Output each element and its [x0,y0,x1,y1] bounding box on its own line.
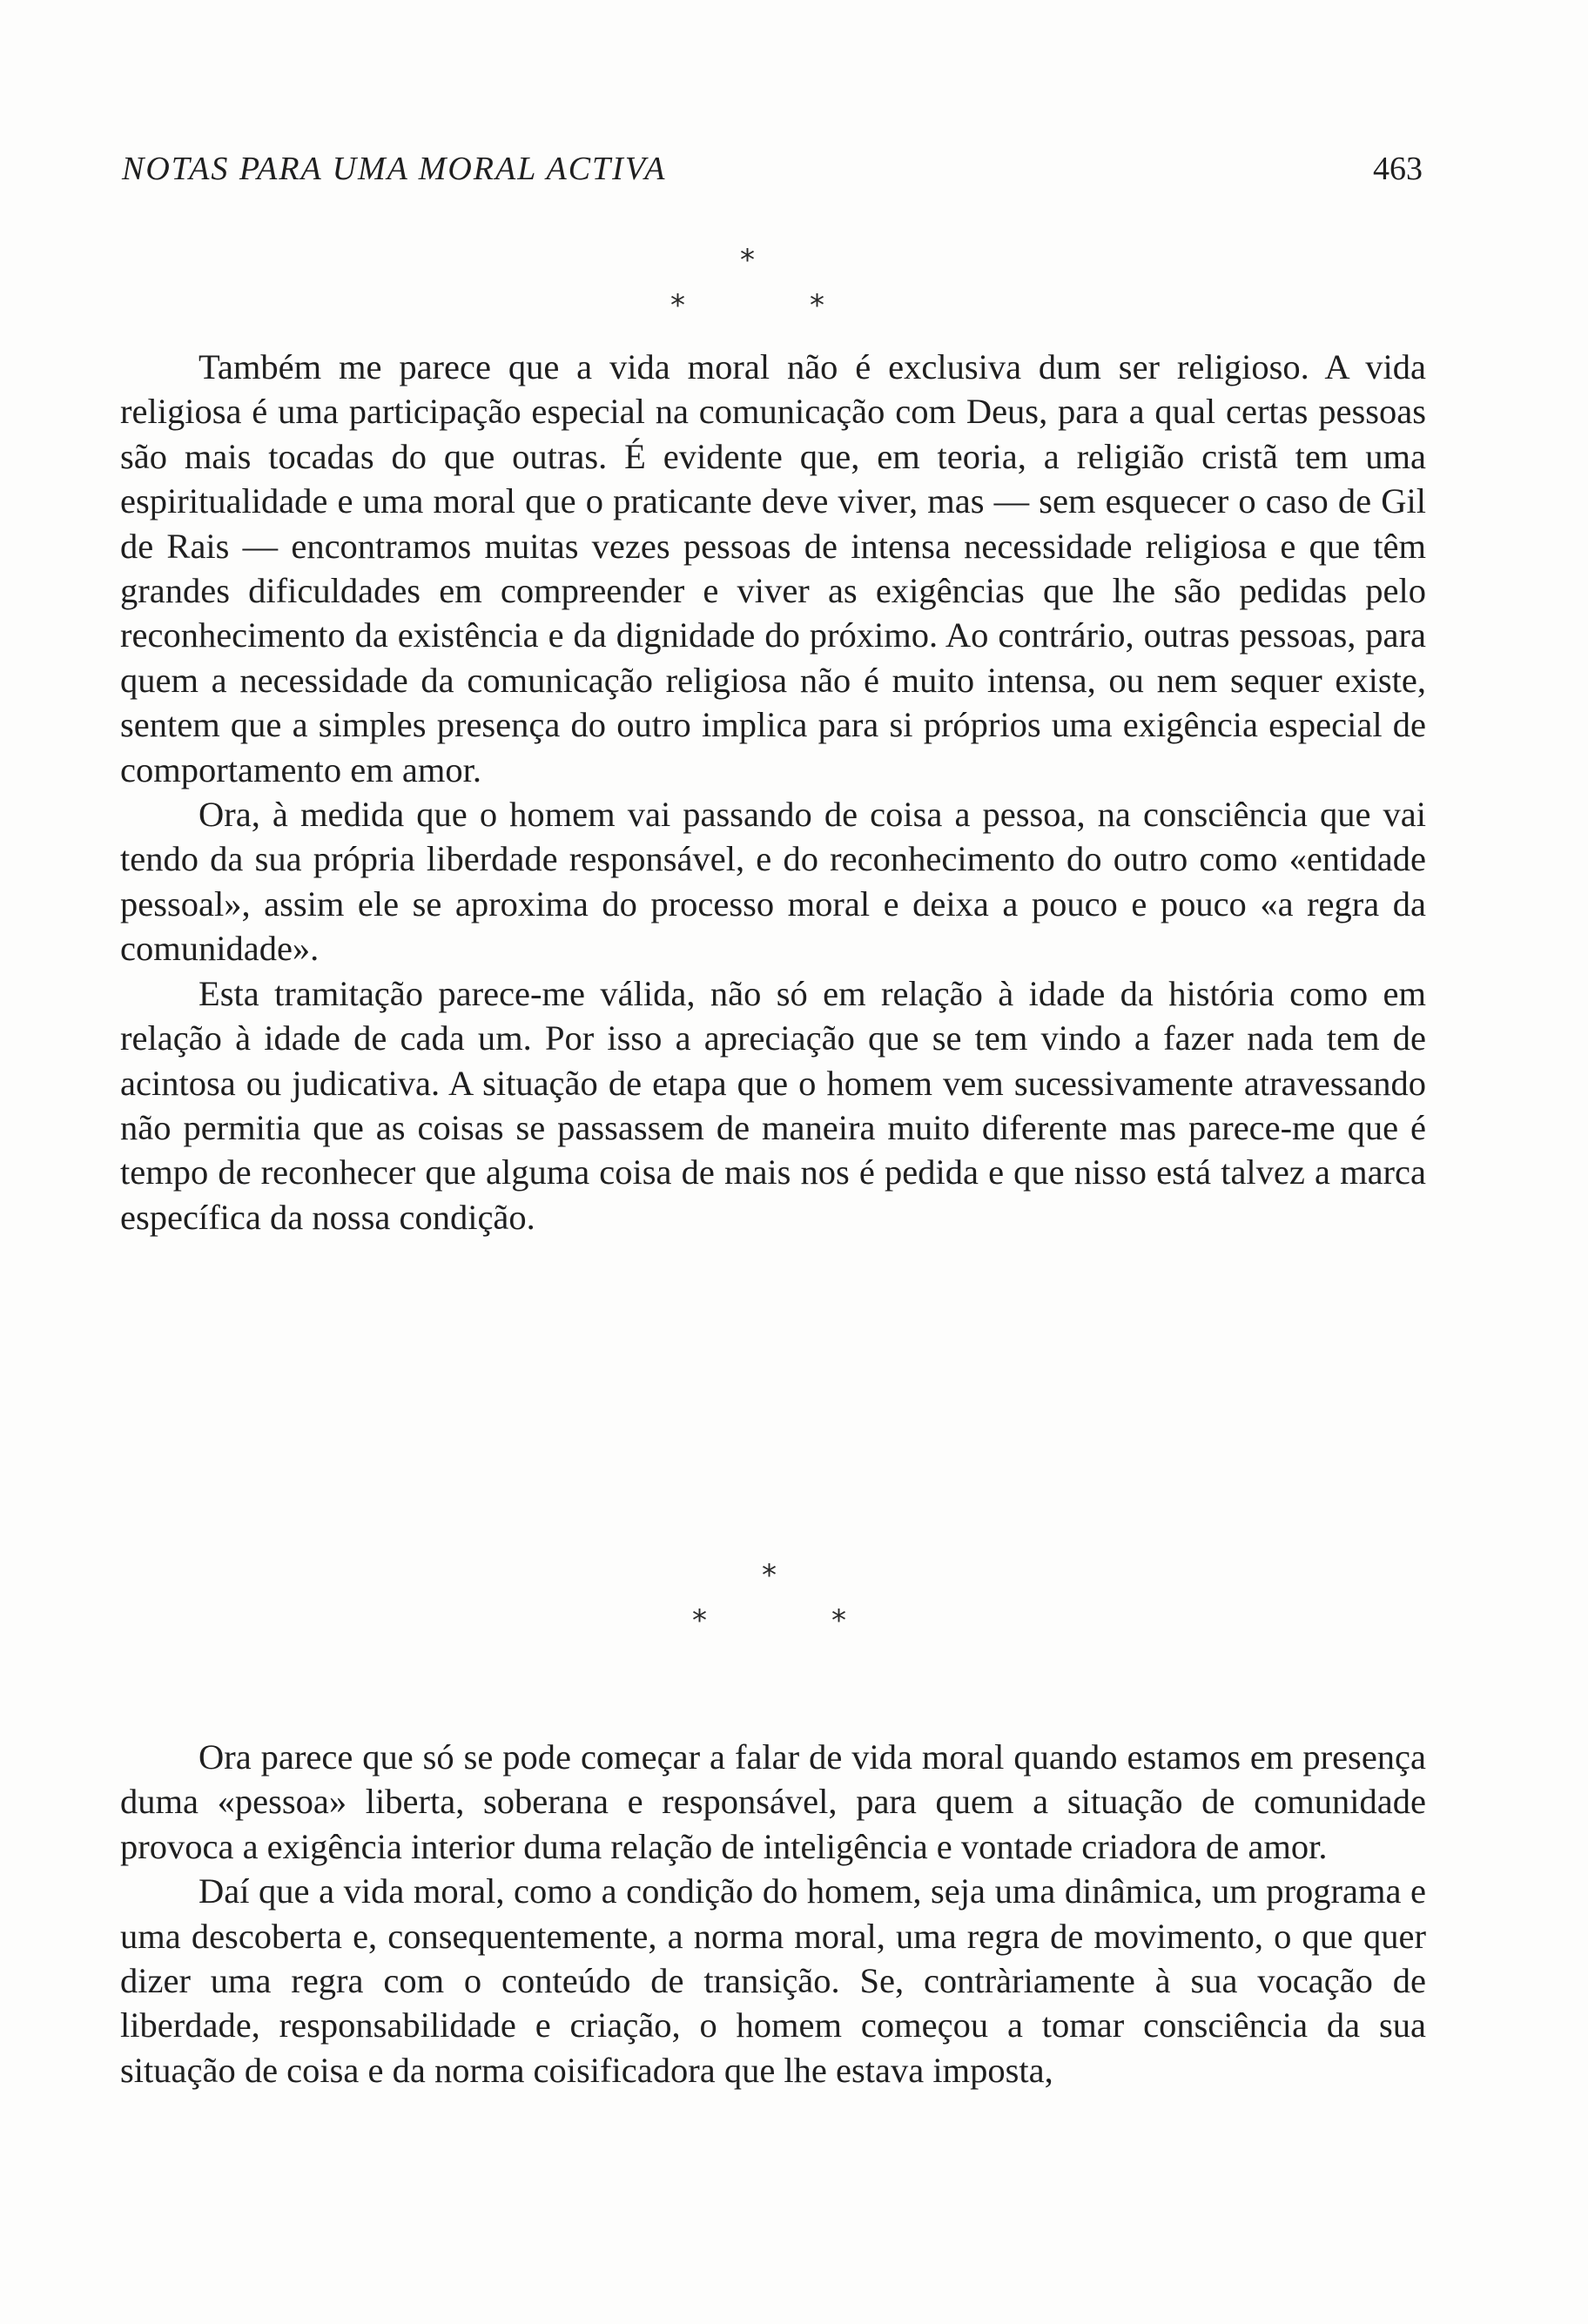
page-number: 463 [1373,151,1423,187]
section-separator-1 [670,245,844,324]
paragraph: Também me parece que a vida moral não é exclusiva dum ser religioso. A vida religiosa é uma participação especial na comunicação com Deus, para a qual certas pessoas são mais tocadas do que outras. É evidente que, em teoria, a religião cristã tem uma espiritualidade e uma moral que o praticante deve viver, mas — sem esquecer o caso de Gil de Rais — encontramos muitas vezes pessoas de intensa necessidade religiosa e que têm grandes dificuldades em compreender e viver as exigências que lhe são pedidas pelo reconhecimento da existência e da dignidade do próximo. Ao contrário, outras pessoas, para quem a necessidade da comunicação religiosa não é muito intensa, ou nem sequer existe, sentem que a simples presença do outro implica para si próprios uma exigência especial de comportamento em amor. [120,347,1426,789]
paragraph: Ora parece que só se pode começar a falar de vida moral quando estamos em presença duma «pessoa» liberta, soberana e responsável, para quem a situação de comunidade provoca a exigência interior duma relação de inteligência e vontade criadora de amor. [120,1737,1426,1866]
separator-star-top: * [762,1558,777,1593]
separator-star-right: * [810,288,824,323]
separator-star-top: * [740,243,755,278]
section-separator-2 [692,1558,866,1639]
running-header [122,150,1423,202]
paragraph: Esta tramitação parece-me válida, não só em relação à idade da história como em relação à idade de cada um. Por isso a apreciação que se tem vindo a fazer nada tem de acintosa ou judicativa. A situação de etapa que o homem vem sucessivamente atravessando não permitia que as coisas se passassem de maneira muito diferente mas parece-me que é tempo de reconhecer que alguma coisa de mais nos é pedida e que nisso está talvez a marca específica da nossa condição. [120,973,1426,1237]
section-1-text [120,345,1426,1239]
section-2-text [120,1735,1426,2092]
paragraph: Daí que a vida moral, como a condição do homem, seja uma dinâmica, um programa e uma descoberta e, consequentemente, a norma moral, uma regra de movimento, o que quer dizer uma regra com o conteúdo de transição. Se, contràriamente à sua vocação de liberdade, responsabilidade e criação, o homem começou a tomar consciência da sua situação de coisa e da norma coisificadora que lhe estava imposta, [120,1871,1426,2090]
paragraph: Ora, à medida que o homem vai passando de coisa a pessoa, na consciência que vai tendo da sua própria liberdade responsável, e do reconhecimento do outro como «entidade pessoal», assim ele se aproxima do processo moral e deixa a pouco e pouco «a regra da comunidade». [120,795,1426,969]
separator-star-left: * [692,1603,707,1638]
separator-star-right: * [831,1603,846,1638]
running-title: NOTAS PARA UMA MORAL ACTIVA [122,151,667,187]
separator-star-left: * [670,288,685,323]
